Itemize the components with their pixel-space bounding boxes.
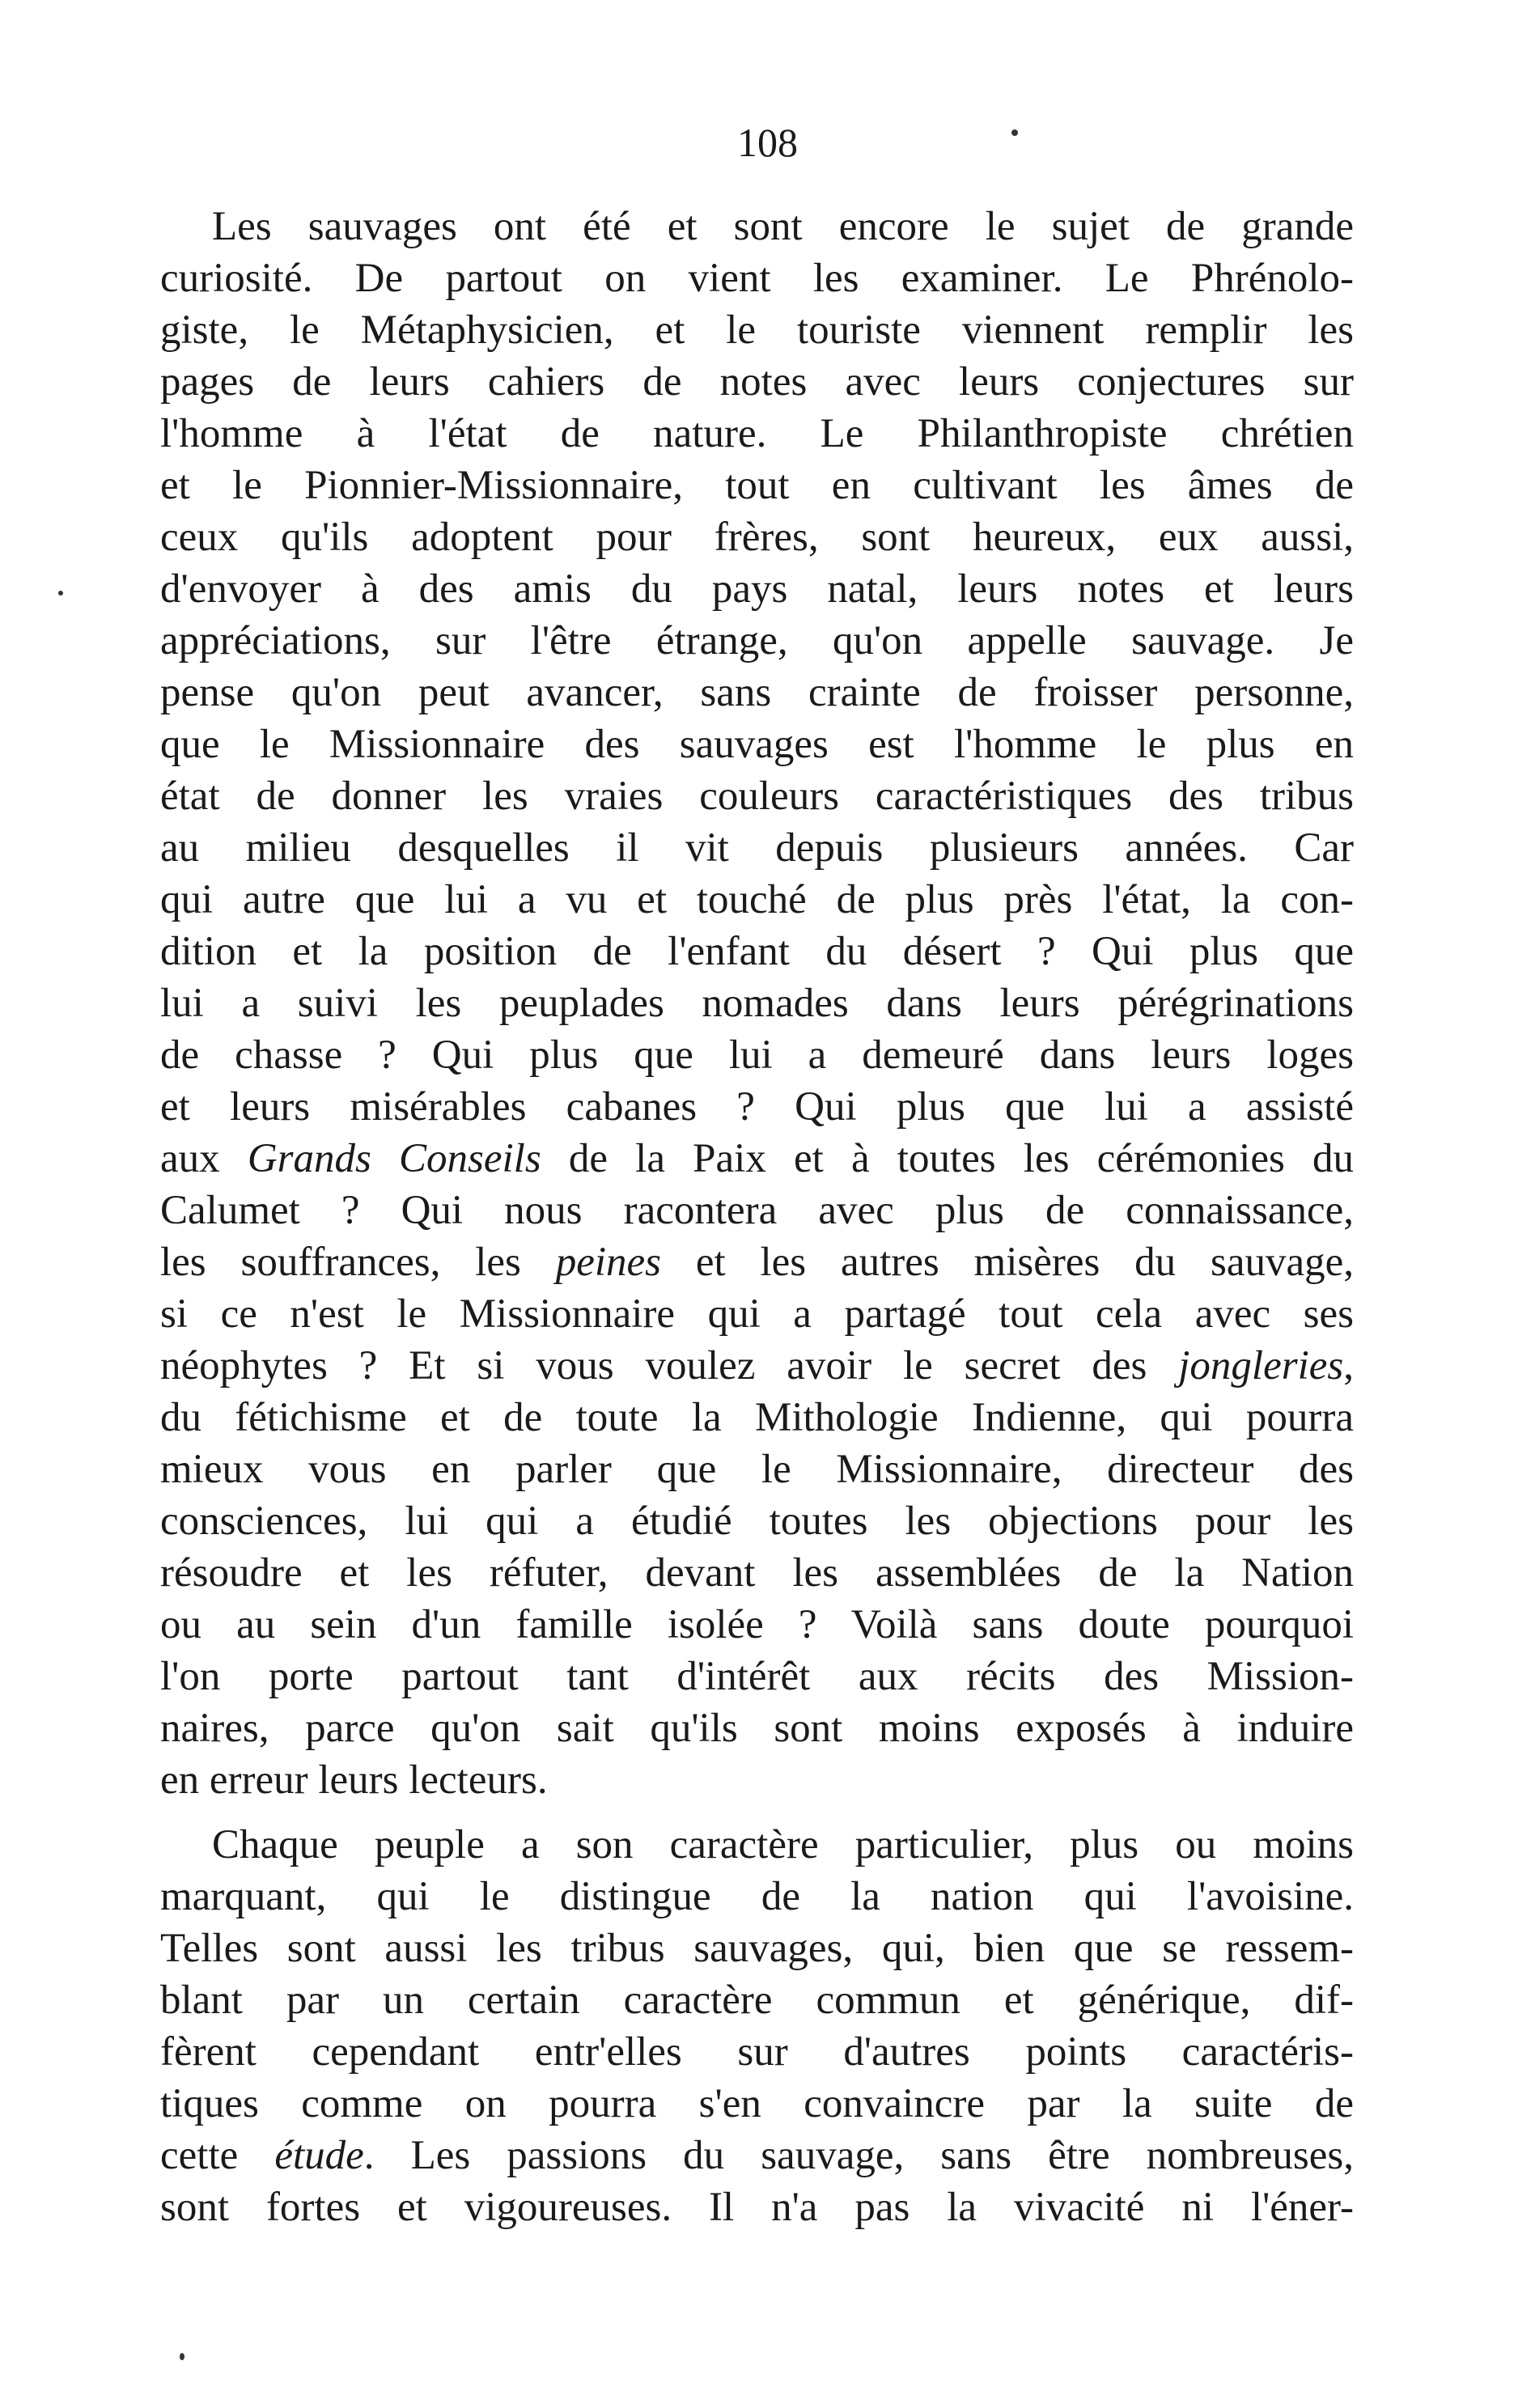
text-line: état de donner les vraies couleurs caractéristiques des tribus (160, 774, 1354, 819)
text-line: au milieu desquelles il vit depuis plusieurs années. Car (160, 825, 1354, 871)
text-line: et le Pionnier-Missionnaire, tout en cultivant les âmes de (160, 463, 1354, 508)
paragraph-1 (160, 201, 1354, 1806)
text-line: Telles sont aussi les tribus sauvages, qui, bien que se ressem- (160, 1926, 1354, 1971)
text-line: l'on porte partout tant d'intérêt aux récits des Mission- (160, 1654, 1354, 1699)
text-line: si ce n'est le Missionnaire qui a partagé tout cela avec ses (160, 1291, 1354, 1337)
paragraph-2 (160, 1819, 1354, 2233)
text-line: marquant, qui le distingue de la nation qui l'avoisine. (160, 1874, 1354, 1919)
text-line: qui autre que lui a vu et touché de plus près l'état, la con- (160, 877, 1354, 922)
scan-speck (1011, 129, 1018, 136)
text-line: lui a suivi les peuplades nomades dans leurs pérégrinations (160, 981, 1354, 1026)
page-number: 108 (737, 120, 798, 165)
text-line: Les sauvages ont été et sont encore le sujet de grande (212, 204, 1354, 249)
text-line: résoudre et les réfuter, devant les assemblées de la Nation (160, 1550, 1354, 1596)
text-line: et leurs misérables cabanes ? Qui plus que lui a assisté (160, 1084, 1354, 1130)
text-line: ceux qu'ils adoptent pour frères, sont heureux, eux aussi, (160, 515, 1354, 560)
text-line: pense qu'on peut avancer, sans crainte de froisser personne, (160, 670, 1354, 715)
text-line: mieux vous en parler que le Missionnaire, directeur des (160, 1447, 1354, 1492)
text-line: en erreur leurs lecteurs. (160, 1757, 548, 1803)
text-line: Calumet ? Qui nous racontera avec plus de connaissance, (160, 1188, 1354, 1233)
text-line: giste, le Métaphysicien, et le touriste viennent remplir les (160, 307, 1354, 353)
scan-speck (180, 2353, 184, 2360)
paragraph-gap (160, 1806, 1354, 1819)
text-line: fèrent cependant entr'elles sur d'autres points caractéris- (160, 2029, 1354, 2075)
text-line: l'homme à l'état de nature. Le Philanthropiste chrétien (160, 411, 1354, 456)
text-line: que le Missionnaire des sauvages est l'homme le plus en (160, 722, 1354, 767)
text-line: appréciations, sur l'être étrange, qu'on appelle sauvage. Je (160, 618, 1354, 663)
text-line: consciences, lui qui a étudié toutes les objections pour les (160, 1499, 1354, 1544)
text-line: blant par un certain caractère commun et générique, dif- (160, 1978, 1354, 2023)
text-line: du fétichisme et de toute la Mithologie Indienne, qui pourra (160, 1395, 1354, 1440)
text-line: d'envoyer à des amis du pays natal, leurs notes et leurs (160, 566, 1354, 612)
text-line: sont fortes et vigoureuses. Il n'a pas la vivacité ni l'éner- (160, 2185, 1354, 2230)
text-line: les souffrances, les peines et les autres misères du sauvage, (160, 1240, 1354, 1285)
text-line: dition et la position de l'enfant du désert ? Qui plus que (160, 929, 1354, 974)
text-line: cette étude. Les passions du sauvage, sans être nombreuses, (160, 2133, 1354, 2178)
text-line: curiosité. De partout on vient les examiner. Le Phrénolo- (160, 256, 1354, 301)
text-line: néophytes ? Et si vous voulez avoir le secret des jongleries, (160, 1343, 1354, 1388)
text-line: naires, parce qu'on sait qu'ils sont moins exposés à induire (160, 1706, 1354, 1751)
text-line: pages de leurs cahiers de notes avec leurs conjectures sur (160, 359, 1354, 405)
text-line: tiques comme on pourra s'en convaincre par la suite de (160, 2081, 1354, 2126)
text-line: aux Grands Conseils de la Paix et à toutes les cérémonies du (160, 1136, 1354, 1181)
body-text (160, 201, 1354, 2233)
text-line: de chasse ? Qui plus que lui a demeuré dans leurs loges (160, 1032, 1354, 1078)
scan-speck (58, 591, 63, 596)
text-line: Chaque peuple a son caractère particulier, plus ou moins (212, 1822, 1354, 1867)
text-line: ou au sein d'un famille isolée ? Voilà sans doute pourquoi (160, 1602, 1354, 1647)
